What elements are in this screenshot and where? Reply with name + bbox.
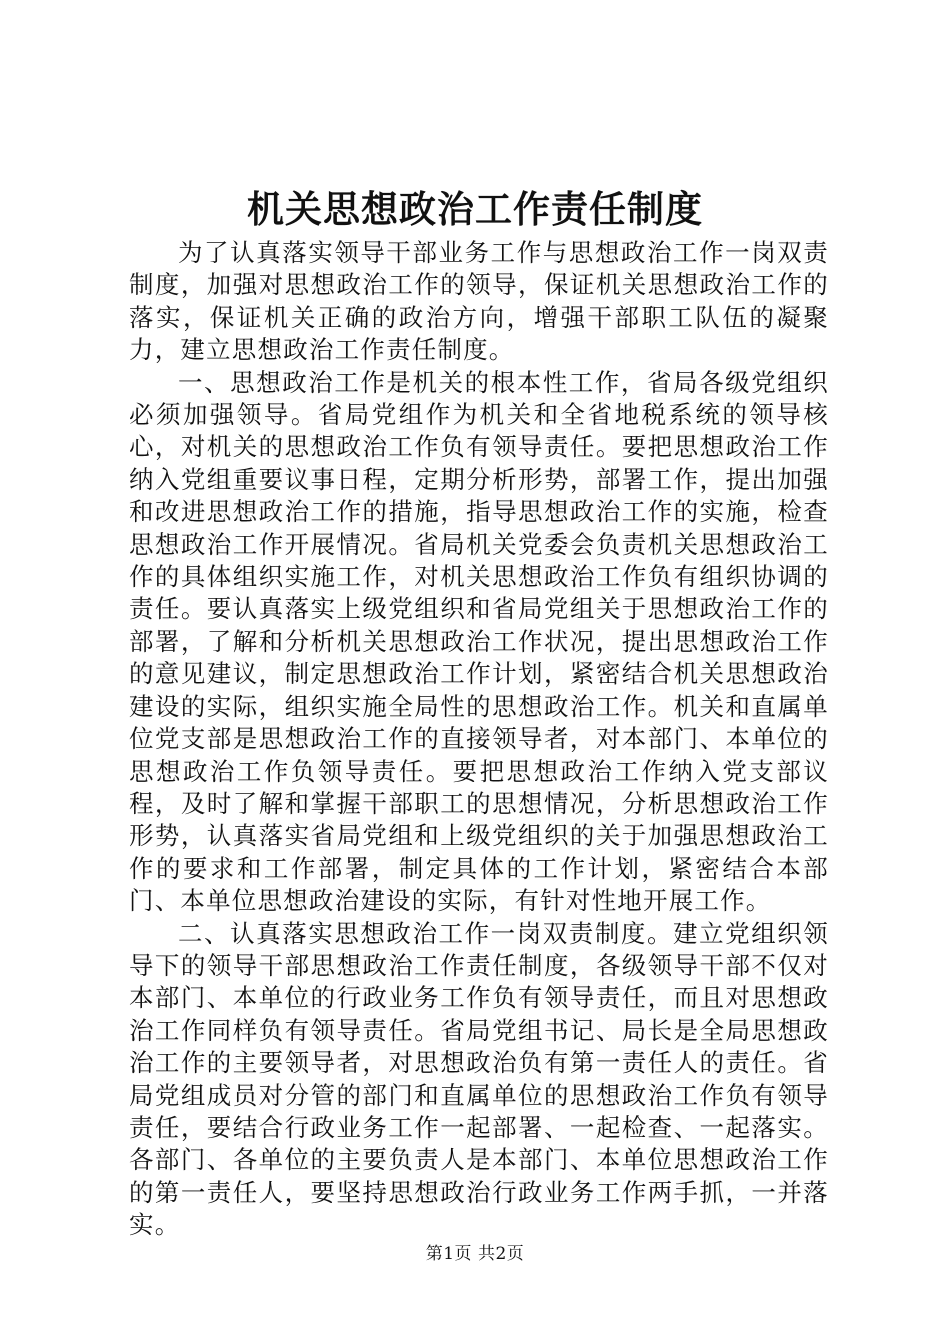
section-one-paragraph: 一、思想政治工作是机关的根本性工作，省局各级党组织必须加强领导。省局党组作为机关和全省地税系统的领导核心，对机关的思想政治工作负有领导责任。要把思想政治工作纳入党组重要议事日程，定期分析形势，部署工作，提出加强和改进思想政治工作的措施，指导思想政治工作的实施，检查思想政治工作开展情况。省局机关党委会负责机关思想政治工作的具体组织实施工作，对机关思想政治工作负有组织协调的责任。要认真落实上级党组织和省局党组关于思想政治工作的部署，了解和分析机关思想政治工作状况，提出思想政治工作的意见建议，制定思想政治工作计划，紧密结合机关思想政治建设的实际，组织实施全局性的思想政治工作。机关和直属单位党支部是思想政治工作的直接领导者，对本部门、本单位的思想政治工作负领导责任。要把思想政治工作纳入党支部议程，及时了解和掌握干部职工的思想情况，分析思想政治工作形势，认真落实省局党组和上级党组织的关于加强思想政治工作的要求和工作部署，制定具体的工作计划，紧密结合本部门、本单位思想政治建设的实际，有针对性地开展工作。 [129, 367, 829, 916]
section-two-paragraph: 二、认真落实思想政治工作一岗双责制度。建立党组织领导下的领导干部思想政治工作责任制度，各级领导干部不仅对本部门、本单位的行政业务工作负有领导责任，而且对思想政治工作同样负有领导责任。省局党组书记、局长是全局思想政治工作的主要领导者，对思想政治负有第一责任人的责任。省局党组成员对分管的部门和直属单位的思想政治工作负有领导责任，要结合行政业务工作一起部署、一起检查、一起落实。各部门、各单位的主要负责人是本部门、本单位思想政治工作的第一责任人，要坚持思想政治行政业务工作两手抓，一并落实。 [129, 918, 829, 1240]
intro-paragraph: 为了认真落实领导干部业务工作与思想政治工作一岗双责制度，加强对思想政治工作的领导，保证机关思想政治工作的落实，保证机关正确的政治方向，增强干部职工队伍的凝聚力，建立思想政治工作责任制度。 [129, 238, 829, 365]
document-body [129, 237, 829, 1242]
document-title: 机关思想政治工作责任制度 [247, 187, 703, 231]
page-number-footer: 第1页 共2页 [425, 1244, 525, 1264]
